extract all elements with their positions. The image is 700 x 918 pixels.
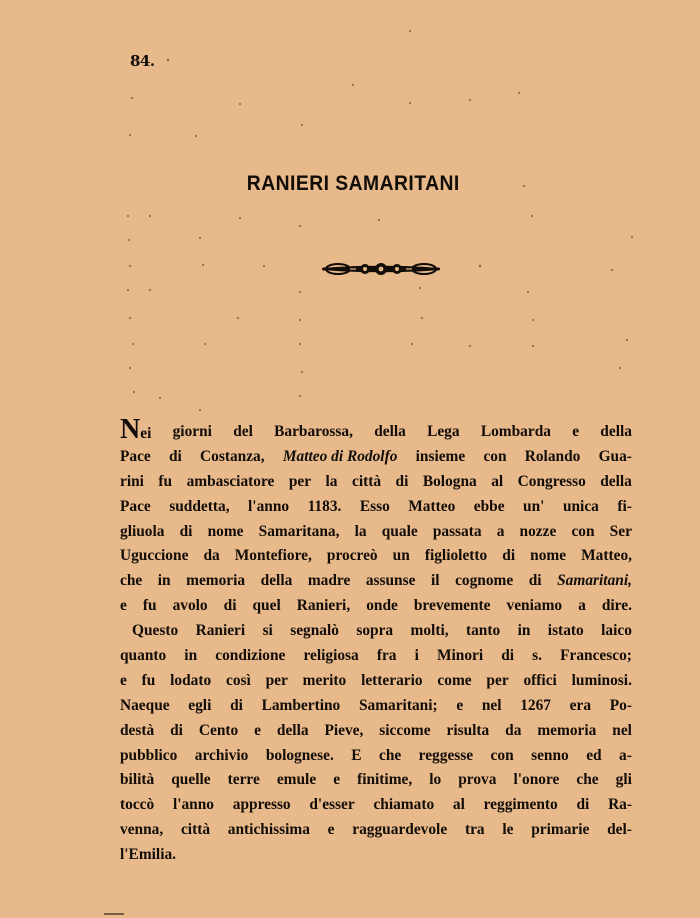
word: fu [158, 472, 173, 490]
word: della [600, 472, 632, 490]
word: segnalò [290, 622, 339, 640]
word: Ranieri [195, 622, 246, 640]
word: venna, [120, 821, 164, 839]
word: i [414, 647, 419, 665]
word: gli [615, 771, 632, 789]
word: che [378, 746, 402, 764]
word: finitime, [357, 771, 413, 789]
word: giorni [172, 423, 212, 440]
word: onde [366, 597, 398, 615]
word: Uguccione [120, 547, 189, 565]
word: figlioletto [424, 547, 488, 565]
word: condizione [215, 647, 286, 665]
text-line [120, 793, 632, 818]
word: in [184, 647, 198, 665]
word: e [333, 771, 341, 789]
word: città [351, 472, 382, 490]
word: e [572, 423, 580, 440]
word: Po- [609, 696, 632, 714]
word: 1183. [307, 497, 342, 515]
word: a [578, 597, 586, 615]
word: che [576, 771, 599, 789]
text-line [120, 414, 632, 445]
word: Esso [359, 497, 390, 515]
word: d'esser [309, 796, 355, 814]
word: suddetta, [169, 497, 230, 515]
word: unica [562, 497, 599, 515]
word: religiosa [303, 647, 359, 665]
word: Costanza, [200, 447, 265, 465]
word: un' [523, 497, 545, 515]
word: Pieve, [324, 721, 364, 739]
word: per [486, 671, 509, 689]
word: come [437, 671, 472, 689]
word: 1267 [520, 696, 551, 714]
word: a- [619, 746, 632, 764]
word: Samaritana, [258, 522, 340, 540]
text-line [120, 644, 632, 669]
word: e [456, 696, 464, 714]
word: del [233, 423, 253, 440]
word: fu [141, 671, 156, 689]
word: gliuola [120, 522, 165, 540]
word: Cento [198, 721, 239, 739]
text-line [120, 594, 632, 619]
word: di [576, 796, 590, 814]
word: antichissima [227, 821, 310, 839]
word: Naeque [120, 696, 170, 714]
word: Ranieri, [296, 597, 351, 615]
word: con [571, 522, 595, 540]
word: veniamo [506, 597, 563, 615]
word: Congresso [517, 472, 586, 490]
word: città [180, 821, 211, 839]
word: quelle [171, 771, 211, 789]
text-line [120, 569, 632, 594]
word: quale [381, 522, 418, 540]
word: a [496, 522, 505, 540]
decorative-vine-ornament-icon [320, 262, 442, 276]
word: chiamato [373, 796, 435, 814]
text-line [120, 843, 632, 868]
word: l'anno [172, 796, 214, 814]
word: Matteo, [581, 547, 632, 565]
word: E [351, 746, 362, 764]
word: Ra- [608, 796, 632, 814]
word: e [120, 597, 127, 615]
word: madre [307, 572, 351, 590]
word: così [226, 671, 251, 689]
word: appresso [232, 796, 291, 814]
word: la [354, 522, 367, 540]
word: primarie [531, 821, 590, 839]
page-number: 84. [130, 52, 155, 70]
word: Pace [120, 497, 151, 515]
word: del- [607, 821, 632, 839]
word: le [502, 821, 514, 839]
word: Lambertino [261, 696, 341, 714]
word: di [230, 696, 243, 714]
word: in [157, 572, 171, 590]
word: e [254, 721, 261, 739]
word: per [288, 472, 312, 490]
text-line [120, 744, 632, 769]
word: istato [547, 622, 584, 640]
word: Lombarda [480, 423, 551, 440]
word: offici [523, 671, 557, 689]
word: risulta [446, 721, 490, 739]
text-line [120, 544, 632, 569]
text-line [120, 818, 632, 843]
word: di [395, 472, 409, 490]
word: s. [532, 647, 543, 665]
word: memoria [186, 572, 246, 590]
word: Minori [436, 647, 484, 665]
word: rini [120, 472, 144, 490]
word: pubblico [120, 746, 178, 764]
word: della [600, 423, 632, 440]
word: merito [302, 671, 347, 689]
word: sopra [356, 622, 394, 640]
word: di [502, 547, 516, 565]
word: ragguardevole [352, 821, 448, 839]
text-line [120, 768, 632, 793]
word: per [265, 671, 288, 689]
body-text [120, 414, 632, 868]
word: fi- [617, 497, 632, 515]
word: fu [142, 597, 157, 615]
word: molti, [410, 622, 449, 640]
word: quel [252, 597, 281, 615]
text-line [120, 619, 632, 644]
word: Samaritani, [557, 572, 632, 590]
word: reggesse [418, 746, 474, 764]
word: di [528, 572, 542, 590]
word: da [505, 721, 522, 739]
word: brevemente [413, 597, 491, 615]
word: al [491, 472, 504, 490]
word: di [168, 447, 182, 465]
word: Francesco; [560, 647, 632, 665]
word: siccome [379, 721, 431, 739]
word: era [569, 696, 592, 714]
word: senno [531, 746, 569, 764]
word: prova [458, 771, 497, 789]
word: ebbe [473, 497, 505, 515]
word: tra [464, 821, 485, 839]
word: passata [432, 522, 482, 540]
word: al [452, 796, 465, 814]
word: memoria [537, 721, 597, 739]
word: bolognese. [265, 746, 334, 764]
text-line [120, 719, 632, 744]
word: in [517, 622, 531, 640]
word: Pace [120, 447, 151, 465]
word: di [170, 721, 183, 739]
word: tanto [465, 622, 501, 640]
word: di [179, 522, 193, 540]
word: Rolando [524, 447, 581, 465]
word: Gua- [598, 447, 632, 465]
word: terre [227, 771, 260, 789]
word: dire. [601, 597, 632, 615]
word: cognome [455, 572, 514, 590]
word: nome [530, 547, 567, 565]
word: egli [188, 696, 212, 714]
word: laico [601, 622, 632, 640]
word: quanto [120, 647, 167, 665]
word: l'onore [513, 771, 560, 789]
word: nome [207, 522, 244, 540]
text-line [120, 520, 632, 545]
word: Barbarossa, [274, 423, 353, 440]
word: della [374, 423, 406, 440]
word: Samaritani; [358, 696, 438, 714]
text-line [120, 694, 632, 719]
word: luminosi. [571, 671, 632, 689]
word: e [120, 671, 127, 689]
word: Matteo di Rodolfo [282, 447, 398, 465]
word: l'Emilia. [120, 846, 177, 864]
word: un [392, 547, 410, 565]
word: della [260, 572, 293, 590]
word: Questo [132, 622, 179, 640]
word: Nei [120, 414, 152, 445]
text-line [120, 470, 632, 495]
word: reggimento [483, 796, 558, 814]
word: archivio [194, 746, 249, 764]
word: Lega [427, 423, 460, 440]
text-line [120, 669, 632, 694]
word: destà [120, 721, 155, 739]
word: ambasciatore [186, 472, 275, 490]
word: da [203, 547, 220, 565]
word: emule [276, 771, 317, 789]
word: toccò [120, 796, 155, 814]
word: la [325, 472, 338, 490]
word: con [490, 746, 514, 764]
chapter-title: RANIERI SAMARITANI [246, 172, 460, 195]
word: procreò [326, 547, 378, 565]
word: si [262, 622, 273, 640]
word: che [120, 572, 143, 590]
word: Montefiore, [234, 547, 312, 565]
word: Matteo [408, 497, 456, 515]
word: fra [376, 647, 397, 665]
word: ed [586, 746, 602, 764]
word: bilità [120, 771, 155, 789]
word: nel [612, 721, 632, 739]
word: Bologna [422, 472, 477, 490]
drop-cap: N [120, 414, 141, 445]
word: e [327, 821, 335, 839]
text-line [120, 445, 632, 470]
word: lodato [170, 671, 212, 689]
word: Ser [609, 522, 632, 540]
word: di [501, 647, 515, 665]
word: con [483, 447, 507, 465]
word: assunse [365, 572, 416, 590]
word: letterario [361, 671, 423, 689]
word: della [276, 721, 309, 739]
word: il [430, 572, 440, 590]
word: avolo [172, 597, 208, 615]
word: di [223, 597, 237, 615]
text-line [120, 495, 632, 520]
word: l'anno [248, 497, 290, 515]
word: insieme [415, 447, 466, 465]
word: nozze [519, 522, 557, 540]
word: lo [429, 771, 442, 789]
word: nel [481, 696, 502, 714]
